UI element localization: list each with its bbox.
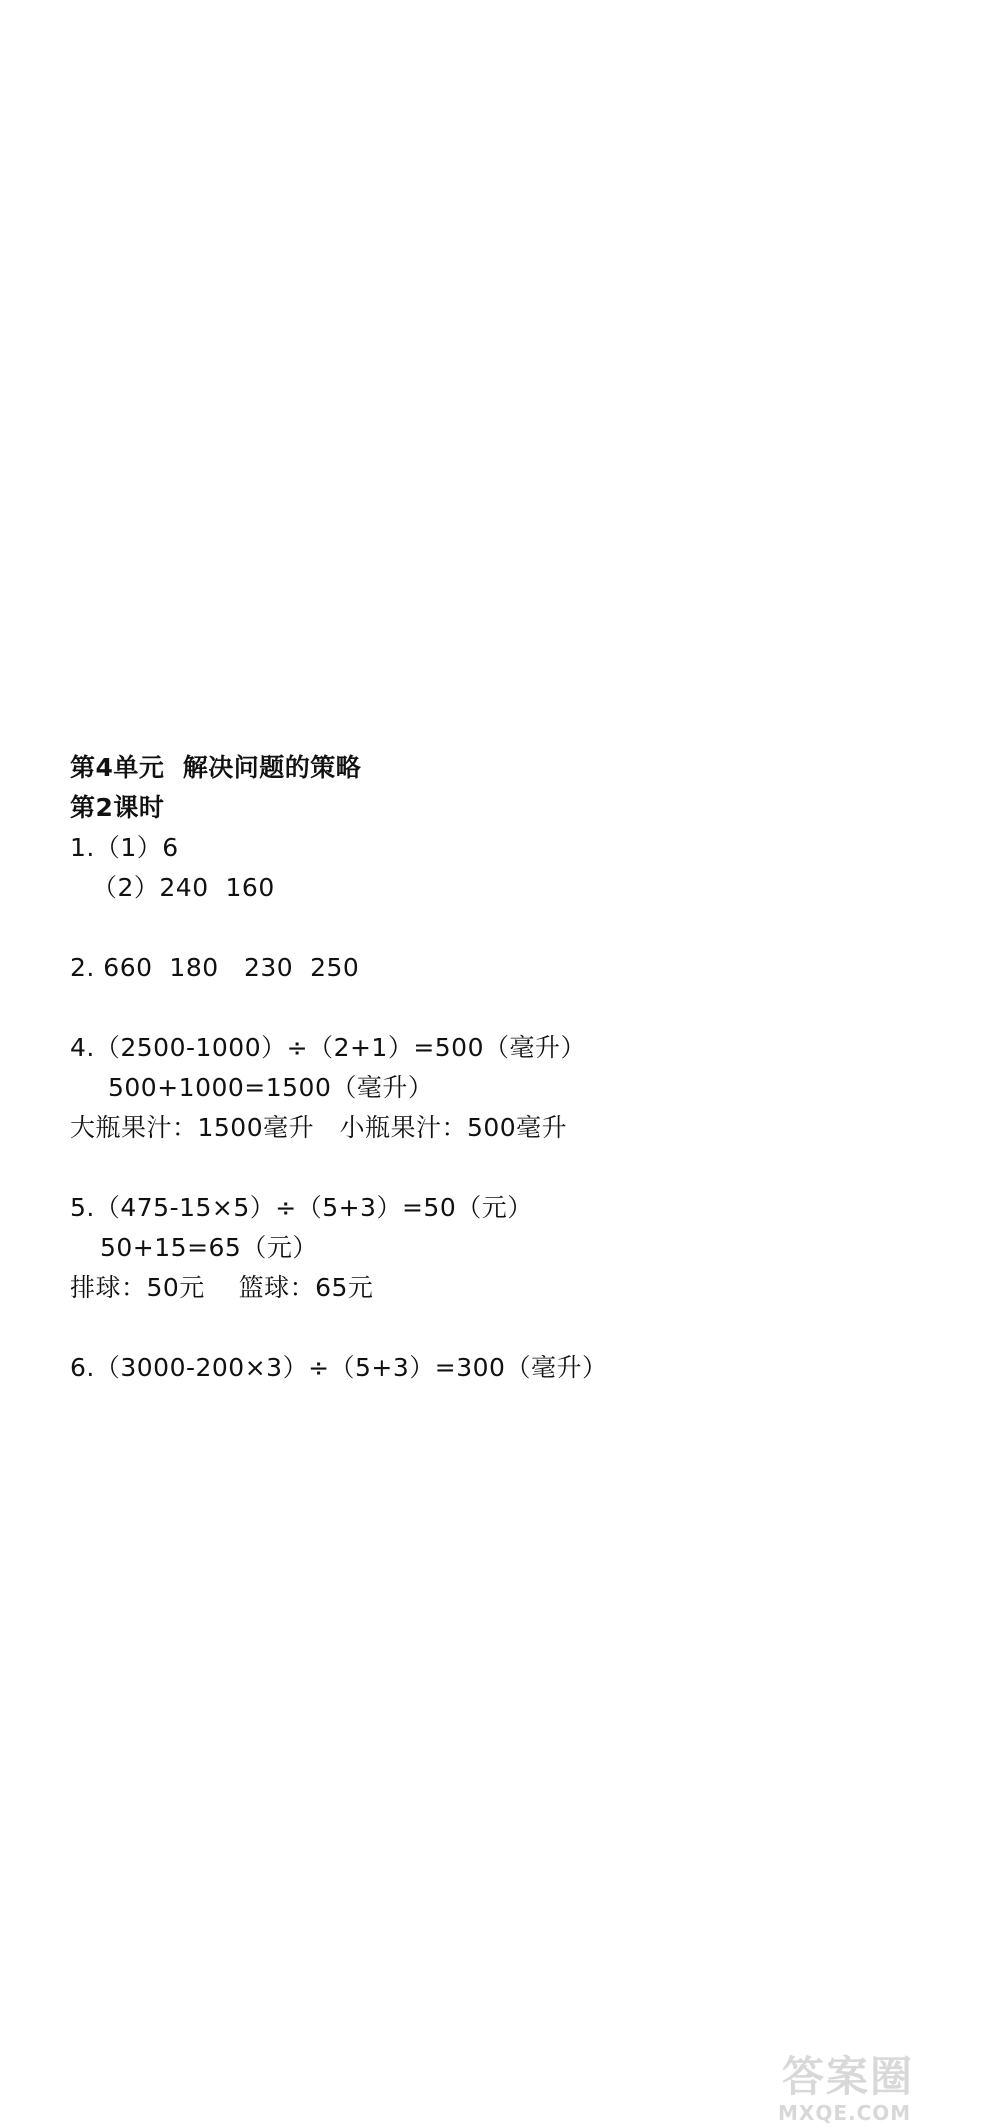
answer-line: （2）240 160 <box>92 873 275 902</box>
watermark-site: MXQE.COM <box>778 2101 912 2125</box>
answer-line: 6.（3000-200×3）÷（5+3）=300（毫升） <box>70 1353 608 1382</box>
answer-line: 大瓶果汁：1500毫升 小瓶果汁：500毫升 <box>70 1113 568 1142</box>
unit-title: 第4单元 解决问题的策略 <box>70 753 362 782</box>
answer-line: 5.（475-15×5）÷（5+3）=50（元） <box>70 1193 533 1222</box>
watermark-main: 答案圈 <box>782 2052 915 2101</box>
answer-line: 4.（2500-1000）÷（2+1）=500（毫升） <box>70 1033 586 1062</box>
watermark <box>772 2054 982 2124</box>
answer-line: 排球：50元 篮球：65元 <box>70 1273 374 1302</box>
answer-line: 1.（1）6 <box>70 833 179 862</box>
answer-line: 500+1000=1500（毫升） <box>108 1073 434 1102</box>
lesson-title: 第2课时 <box>70 793 165 822</box>
answer-line: 2. 660 180 230 250 <box>70 953 360 982</box>
answer-line: 50+15=65（元） <box>100 1233 318 1262</box>
